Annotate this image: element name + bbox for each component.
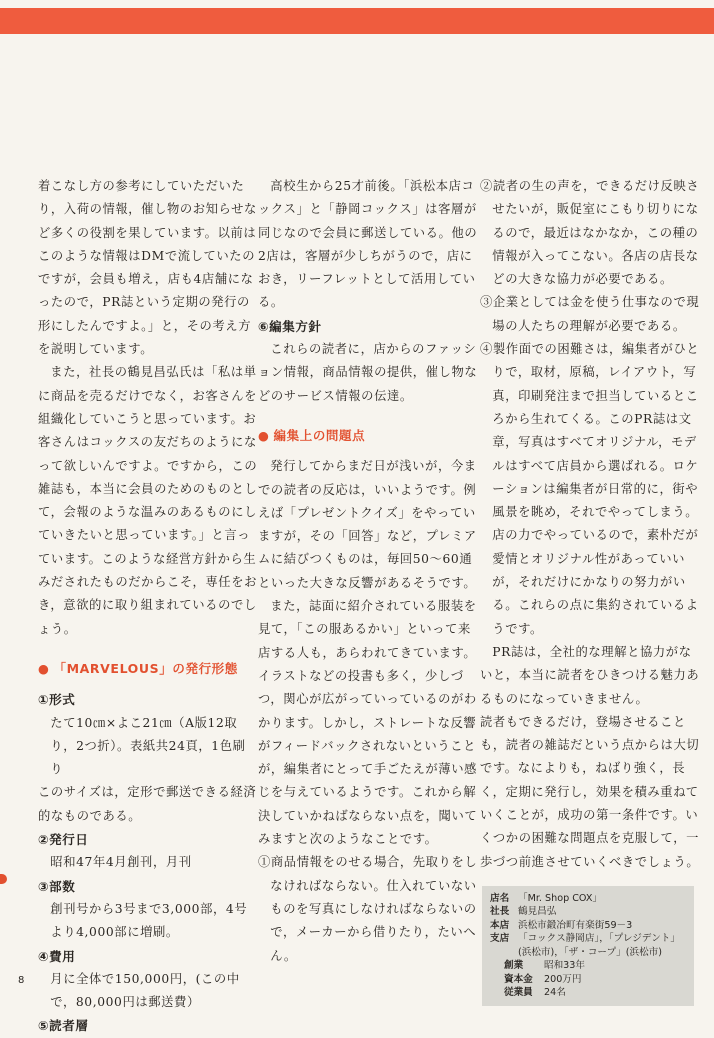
- item-cost-body: 月に全体で150,000円，(この中で，80,000円は郵送費）: [50, 971, 240, 1010]
- info-row-store: [490, 892, 686, 906]
- col1-paragraph-2: また，社長の鶴見昌弘氏は「私は単に商品を売るだけでなく，お客さんを組織化していこうと思っています。お客さんはコックスの友だちのようになって欲しいんですよ。ですから，この雑誌も，本当に会員のためのものとして，会報のような温みのあるものにしていきたいと思っています。」と言っています。このような経営方針から生みだされたものだからこそ，専任をおき，意欲的に取り組まれているのでしょう。: [38, 365, 258, 636]
- item-format-title: ①形式: [38, 692, 76, 708]
- col1-paragraph-1: 着こなし方の参考にしていただいたり，入荷の情報，催し物のお知らせなど多くの役割を果しています。以前はこのような情報はDMで流していたのですが，会員も増え，店も4店舗になったので，PR誌という定期の発行の形にしたんですよ。」と，その考え方を説明しています。: [38, 179, 257, 357]
- info-label: 本店: [490, 919, 510, 931]
- top-color-band: [0, 0, 714, 34]
- column-3: [480, 175, 702, 1006]
- col2-paragraph-4: また，誌面に紹介されている服装を見て，「この服あるかい」といって来店する人も，あらわれてきています。イラストなどの投書も多く，少しづつ，関心が広がっていっているのがわかります。しかし，ストレートな反響がフィードバックされないということが，編集者にとって手ごたえが薄い感じを与えているようです。これから解決していかねばならない点を，聞いてみますと次のようなことです。: [258, 599, 478, 847]
- store-info-box: [482, 886, 694, 1006]
- info-label: 社長: [490, 906, 510, 918]
- info-row-president: [490, 905, 686, 919]
- info-value: 昭和33年: [544, 960, 585, 972]
- info-value: 「コックス静岡店」，「プレジデント」(浜松市)，「ザ・コープ」(浜松市): [518, 933, 680, 958]
- info-row-branches: [490, 932, 686, 959]
- item-editorial-policy-title: ⑥編集方針: [258, 318, 322, 334]
- issue-point-1: ①商品情報をのせる場合，先取りをしなければならない。仕入れていないものを写真にしなければならないので，メーカーから借りたり，たいへん。: [258, 855, 478, 963]
- info-label: 支店: [490, 933, 510, 945]
- item-circulation-body: 創刊号から3号まで3,000部，4号より4,000部に増刷。: [50, 901, 248, 940]
- issue-point-2: ②読者の生の声を，できるだけ反映させたいが，販促室にこもり切りになるので，最近はなかなか，この種の情報が入ってこない。各店の店長などの大きな協力が必要である。: [480, 179, 700, 287]
- page-number: 8: [18, 975, 25, 986]
- info-value: 24名: [544, 987, 566, 999]
- info-row-capital: [490, 973, 686, 987]
- bullet-icon: ●: [38, 660, 50, 676]
- info-row-founded: [490, 959, 686, 973]
- issue-point-4: ④製作面での困難さは，編集者がひとりで，取材，原稿，レイアウト，写真，印刷発注まで担当しているところから生れてくる。このPR誌は文章，写真はすべてオリジナル，モデルはすべて店員から選ばれる。ロケーションは編集者が日常的に，街や風景を眺め，それでやってしまう。店の力でやっているので，素朴だが愛情とオリジナル性があっていいが，それだけにかなりの努力がいる。これらの点に集約されているようです。: [480, 342, 700, 636]
- info-value: 200万円: [544, 973, 582, 985]
- info-label: 創業: [504, 960, 524, 972]
- item-readership-title: ⑤読者層: [38, 1018, 89, 1034]
- info-value: 浜松市鍛冶町有楽街59－3: [518, 919, 633, 931]
- margin-mark: [0, 874, 7, 884]
- column-1: [38, 175, 258, 1038]
- info-label: 店名: [490, 892, 510, 904]
- section-heading-text: 「MARVELOUS」の発行形態: [53, 660, 238, 676]
- item-format-body-1: たて10㎝×よこ21㎝（A版12取り，2つ折）。表紙共24頁，1色刷り: [50, 715, 246, 777]
- item-format-body-2: このサイズは，定形で郵送できる経済的なものである。: [38, 785, 257, 823]
- info-label: 資本金: [504, 973, 533, 985]
- section-heading-publication-format: [38, 657, 258, 680]
- col3-paragraph-6: 読者もできるだけ，登場させることも，読者の雑誌だという点からは大切です。なによりも，ねばり強く，長く，定期に発行し，効果を積み重ねていくことが，成功の第一条件です。いくつかの困難な問題点を克服して，一歩づつ前進させていくべきでしょう。: [480, 714, 700, 869]
- item-issue-date-title: ②発行日: [38, 832, 89, 848]
- info-row-headquarters: [490, 919, 686, 933]
- column-2: [258, 175, 478, 968]
- col2-paragraph-1: 高校生から25才前後。「浜松本店コックス」と「静岡コックス」は客層が同じなので会員に郵送している。他の2店は，客層が少しちがうので，店におき，リーフレットとして活用している。: [258, 179, 478, 310]
- info-value: 「Mr. Shop COX」: [518, 892, 603, 904]
- item-issue-date-body: 昭和47年4月創刊，月刊: [50, 855, 192, 870]
- bullet-icon: ●: [258, 427, 270, 443]
- col2-paragraph-2: これらの読者に，店からのファッション情報，商品情報の提供，催し物などのサービス情報の伝達。: [258, 342, 478, 403]
- section-heading-text: 編集上の問題点: [273, 427, 366, 443]
- issue-point-3: ③企業としては金を使う仕事なので現場の人たちの理解が必要である。: [480, 295, 700, 333]
- info-row-employees: [490, 986, 686, 1000]
- info-value: 鶴見昌弘: [518, 906, 557, 918]
- info-label: 従業員: [504, 987, 533, 999]
- col3-paragraph-5: PR誌は，全社的な理解と協力がないと，本当に読者をひきつける魅力あるものになっていきません。: [480, 644, 700, 706]
- item-cost-title: ④費用: [38, 948, 76, 964]
- item-circulation-title: ③部数: [38, 878, 76, 894]
- col2-paragraph-3: 発行してからまだ日が浅いが，今までの読者の反応は，いいようです。例えば「プレゼントクイズ」をやっていますが，その「回答」など，プレミアムに結びつくものは，毎回50〜60通といった大きな反響があるそうです。: [258, 459, 477, 590]
- section-heading-editorial-issues: [258, 424, 478, 447]
